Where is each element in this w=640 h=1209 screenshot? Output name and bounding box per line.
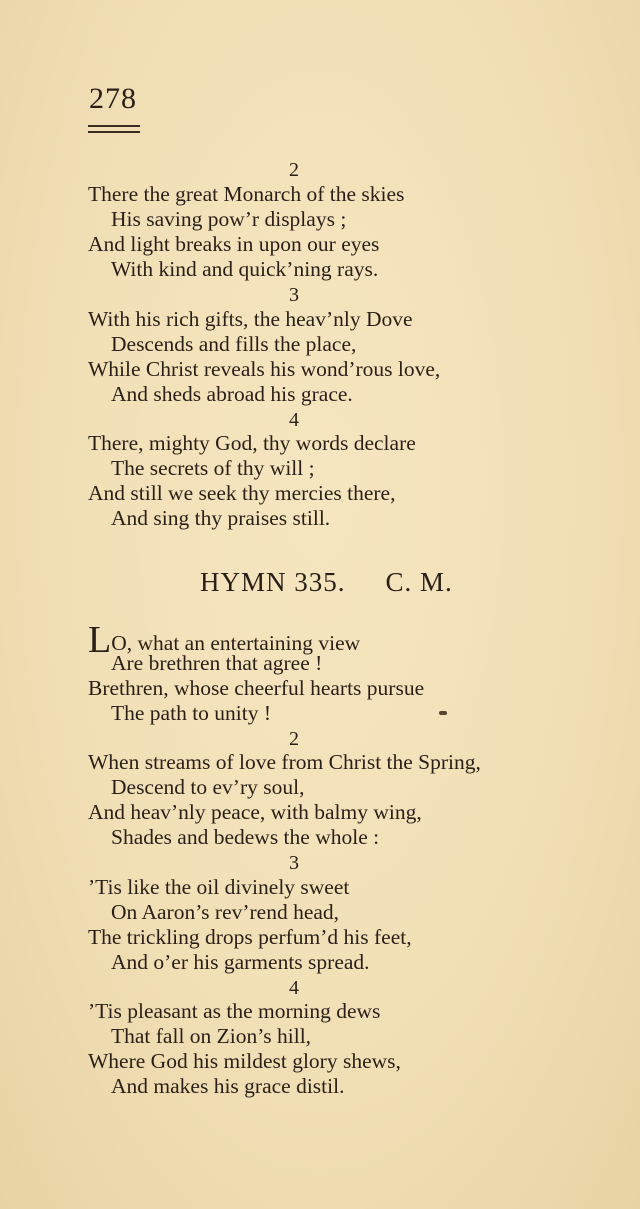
verse-line: The trickling drops perfum’d his feet,: [88, 925, 412, 949]
verse-line: There the great Monarch of the skies: [88, 182, 405, 206]
page-number: 278: [89, 82, 137, 115]
ink-speck: [439, 711, 447, 715]
verse-line: That fall on Zion’s hill,: [111, 1024, 312, 1048]
verse-line: And still we seek thy mercies there,: [88, 481, 396, 505]
header-rule-top: [88, 125, 140, 127]
verse-line: Brethren, whose cheerful hearts pursue: [88, 676, 425, 700]
verse-line: And light breaks in upon our eyes: [88, 232, 380, 256]
verse-line: And makes his grace distil.: [111, 1074, 345, 1098]
verse-line: Shades and bedews the whole :: [111, 825, 380, 849]
stanza-number: 2: [289, 159, 299, 181]
hymn-meter: C. M.: [385, 567, 453, 597]
stanza-number: 3: [289, 852, 299, 874]
verse-line: While Christ reveals his wond’rous love,: [88, 357, 441, 381]
stanza-number: 3: [289, 284, 299, 306]
verse-line: The path to unity !: [111, 701, 272, 725]
verse-line: And sing thy praises still.: [111, 506, 331, 530]
drop-cap: L: [88, 619, 112, 661]
verse-line: There, mighty God, thy words declare: [88, 431, 416, 455]
hymn-title: HYMN 335.: [200, 567, 346, 597]
verse-line: On Aaron’s rev’rend head,: [111, 900, 340, 924]
verse-line: The secrets of thy will ;: [111, 456, 315, 480]
stanza-number: 4: [289, 977, 299, 999]
verse-line: Descend to ev’ry soul,: [111, 775, 305, 799]
verse-line: ’Tis like the oil divinely sweet: [88, 875, 350, 899]
verse-line: Descends and fills the place,: [111, 332, 357, 356]
verse-line: And heav’nly peace, with balmy wing,: [88, 800, 422, 824]
stanza-number: 2: [289, 728, 299, 750]
hymn-heading: [200, 569, 453, 596]
verse-line: ’Tis pleasant as the morning dews: [88, 999, 381, 1023]
verse-line: With his rich gifts, the heav’nly Dove: [88, 307, 413, 331]
verse-line: His saving pow’r displays ;: [111, 207, 347, 231]
stanza-number: 4: [289, 409, 299, 431]
verse-line: And o’er his garments spread.: [111, 950, 370, 974]
first-line-text: O, what an entertaining view: [111, 631, 361, 655]
header-rule-bottom: [88, 131, 140, 133]
verse-line: With kind and quick’ning rays.: [111, 257, 379, 281]
verse-line: When streams of love from Christ the Spring,: [88, 750, 481, 774]
verse-line: And sheds abroad his grace.: [111, 382, 353, 406]
verse-line: Where God his mildest glory shews,: [88, 1049, 401, 1073]
verse-line: Are brethren that agree !: [111, 651, 323, 675]
